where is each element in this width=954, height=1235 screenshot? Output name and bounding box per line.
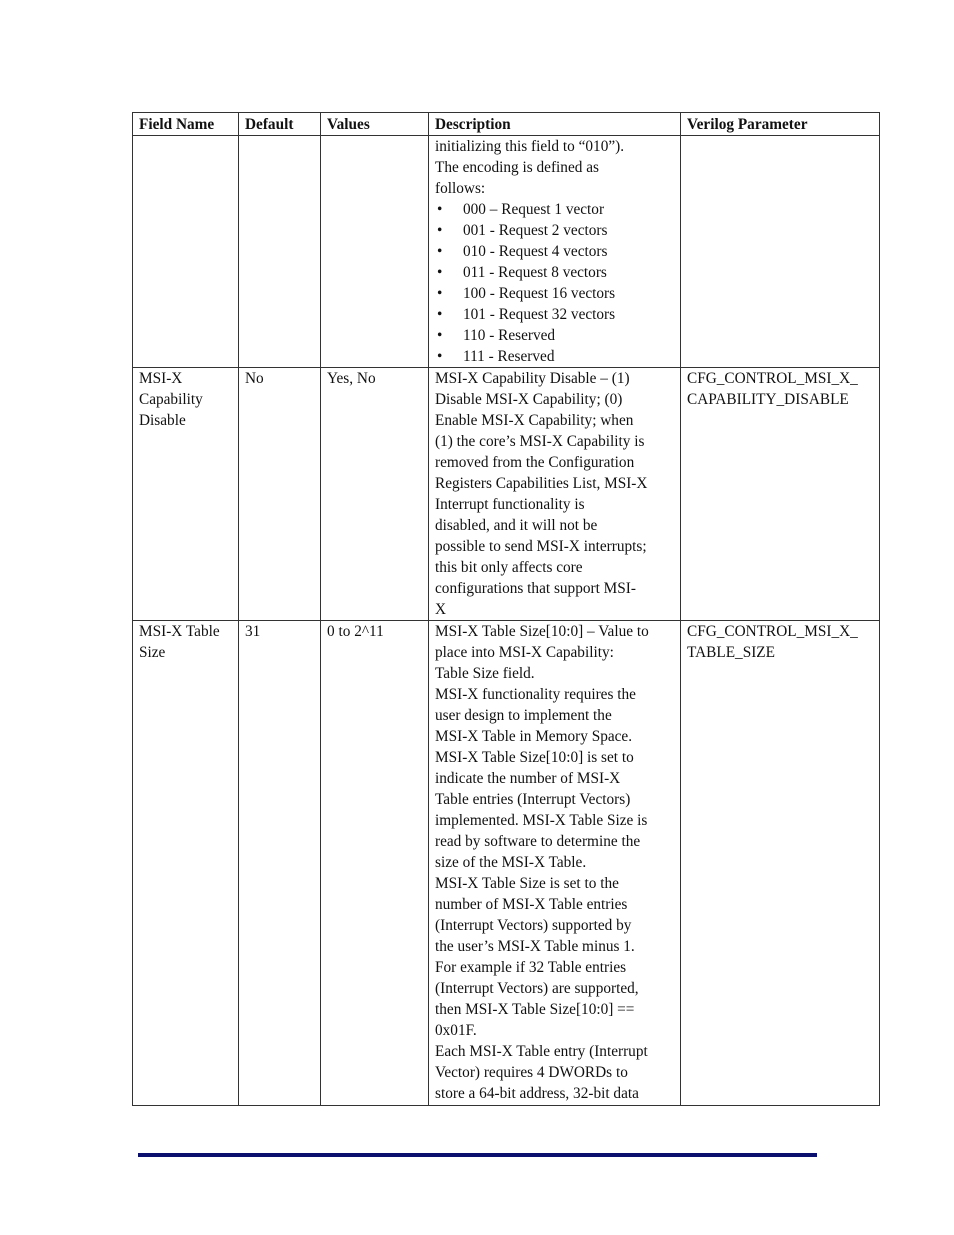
list-item	[435, 304, 674, 325]
parameter-table	[132, 112, 880, 1106]
description-line: disabled, and it will not be	[435, 517, 598, 534]
encoding-text: 001 - Request 2 vectors	[463, 222, 608, 239]
cell-default	[239, 136, 321, 368]
bullet-icon: •	[437, 243, 443, 260]
cell-default: 31	[239, 621, 321, 1106]
encoding-text: 011 - Request 8 vectors	[463, 264, 607, 281]
description-line: (Interrupt Vectors) supported by	[435, 917, 632, 934]
description-line: The encoding is defined as	[435, 159, 599, 176]
verilog-line: CAPABILITY_DISABLE	[687, 391, 849, 408]
description-line: MSI-X functionality requires the	[435, 686, 636, 703]
description-line: For example if 32 Table entries	[435, 959, 627, 976]
description-line: MSI-X Capability Disable – (1)	[435, 370, 630, 387]
description-line: read by software to determine the	[435, 833, 641, 850]
header-values: Values	[321, 113, 429, 136]
encoding-text: 111 - Reserved	[463, 348, 555, 365]
bullet-icon: •	[437, 348, 443, 365]
bullet-icon: •	[437, 327, 443, 344]
list-item	[435, 241, 674, 262]
list-item	[435, 262, 674, 283]
header-verilog-parameter: Verilog Parameter	[681, 113, 880, 136]
header-default: Default	[239, 113, 321, 136]
description-line: store a 64-bit address, 32-bit data	[435, 1085, 639, 1102]
bullet-icon: •	[437, 264, 443, 281]
cell-values: Yes, No	[321, 368, 429, 621]
description-line: Disable MSI-X Capability; (0)	[435, 391, 623, 408]
verilog-line: TABLE_SIZE	[687, 644, 775, 661]
cell-verilog-parameter	[681, 136, 880, 368]
list-item	[435, 199, 674, 220]
description-line: initializing this field to “010”).	[435, 138, 625, 155]
bullet-icon: •	[437, 201, 443, 218]
description-line: Table entries (Interrupt Vectors)	[435, 791, 631, 808]
field-name-line: Size	[139, 644, 166, 661]
encoding-text: 100 - Request 16 vectors	[463, 285, 616, 302]
description-line: implemented. MSI-X Table Size is	[435, 812, 648, 829]
description-line: MSI-X Table Size[10:0] is set to	[435, 749, 634, 766]
description-line: Enable MSI-X Capability; when	[435, 412, 634, 429]
cell-values: 0 to 2^11	[321, 621, 429, 1106]
field-name-line: MSI-X	[139, 370, 183, 387]
encoding-list	[435, 199, 674, 367]
cell-values	[321, 136, 429, 368]
description-line: then MSI-X Table Size[10:0] ==	[435, 1001, 635, 1018]
footer-rule	[138, 1153, 817, 1157]
cell-verilog-parameter	[681, 621, 880, 1106]
encoding-text: 101 - Request 32 vectors	[463, 306, 616, 323]
description-line: MSI-X Table Size[10:0] – Value to	[435, 623, 649, 640]
description-line: Registers Capabilities List, MSI-X	[435, 475, 648, 492]
description-line: MSI-X Table Size is set to the	[435, 875, 619, 892]
verilog-line: CFG_CONTROL_MSI_X_	[687, 623, 858, 640]
cell-description	[429, 368, 681, 621]
table-header-row	[133, 113, 880, 136]
list-item	[435, 220, 674, 241]
description-line: (1) the core’s MSI-X Capability is	[435, 433, 645, 450]
field-name-line: Disable	[139, 412, 186, 429]
description-line: MSI-X Table in Memory Space.	[435, 728, 633, 745]
description-line: size of the MSI-X Table.	[435, 854, 587, 871]
table-row	[133, 136, 880, 368]
description-line: follows:	[435, 180, 486, 197]
cell-field-name	[133, 136, 239, 368]
header-description: Description	[429, 113, 681, 136]
cell-field-name	[133, 621, 239, 1106]
description-line: Table Size field.	[435, 665, 535, 682]
bullet-icon: •	[437, 306, 443, 323]
description-line: Each MSI-X Table entry (Interrupt	[435, 1043, 648, 1060]
description-line: this bit only affects core	[435, 559, 583, 576]
encoding-text: 000 – Request 1 vector	[463, 201, 605, 218]
cell-description	[429, 136, 681, 368]
list-item	[435, 283, 674, 304]
table-row	[133, 621, 880, 1106]
description-line: Interrupt functionality is	[435, 496, 585, 513]
table-row	[133, 368, 880, 621]
cell-description	[429, 621, 681, 1106]
description-line: the user’s MSI-X Table minus 1.	[435, 938, 635, 955]
description-line: 0x01F.	[435, 1022, 477, 1039]
description-line: user design to implement the	[435, 707, 612, 724]
list-item	[435, 346, 674, 367]
list-item	[435, 325, 674, 346]
cell-verilog-parameter	[681, 368, 880, 621]
description-line: place into MSI-X Capability:	[435, 644, 614, 661]
description-line: (Interrupt Vectors) are supported,	[435, 980, 639, 997]
bullet-icon: •	[437, 222, 443, 239]
header-field-name: Field Name	[133, 113, 239, 136]
description-line: possible to send MSI-X interrupts;	[435, 538, 647, 555]
bullet-icon: •	[437, 285, 443, 302]
description-line: X	[435, 601, 447, 618]
field-name-line: Capability	[139, 391, 203, 408]
cell-default: No	[239, 368, 321, 621]
verilog-line: CFG_CONTROL_MSI_X_	[687, 370, 858, 387]
description-line: number of MSI-X Table entries	[435, 896, 628, 913]
cell-field-name	[133, 368, 239, 621]
description-line: configurations that support MSI-	[435, 580, 636, 597]
encoding-text: 110 - Reserved	[463, 327, 556, 344]
description-line: removed from the Configuration	[435, 454, 635, 471]
description-line: Vector) requires 4 DWORDs to	[435, 1064, 628, 1081]
encoding-text: 010 - Request 4 vectors	[463, 243, 608, 260]
field-name-line: MSI-X Table	[139, 623, 220, 640]
description-line: indicate the number of MSI-X	[435, 770, 621, 787]
